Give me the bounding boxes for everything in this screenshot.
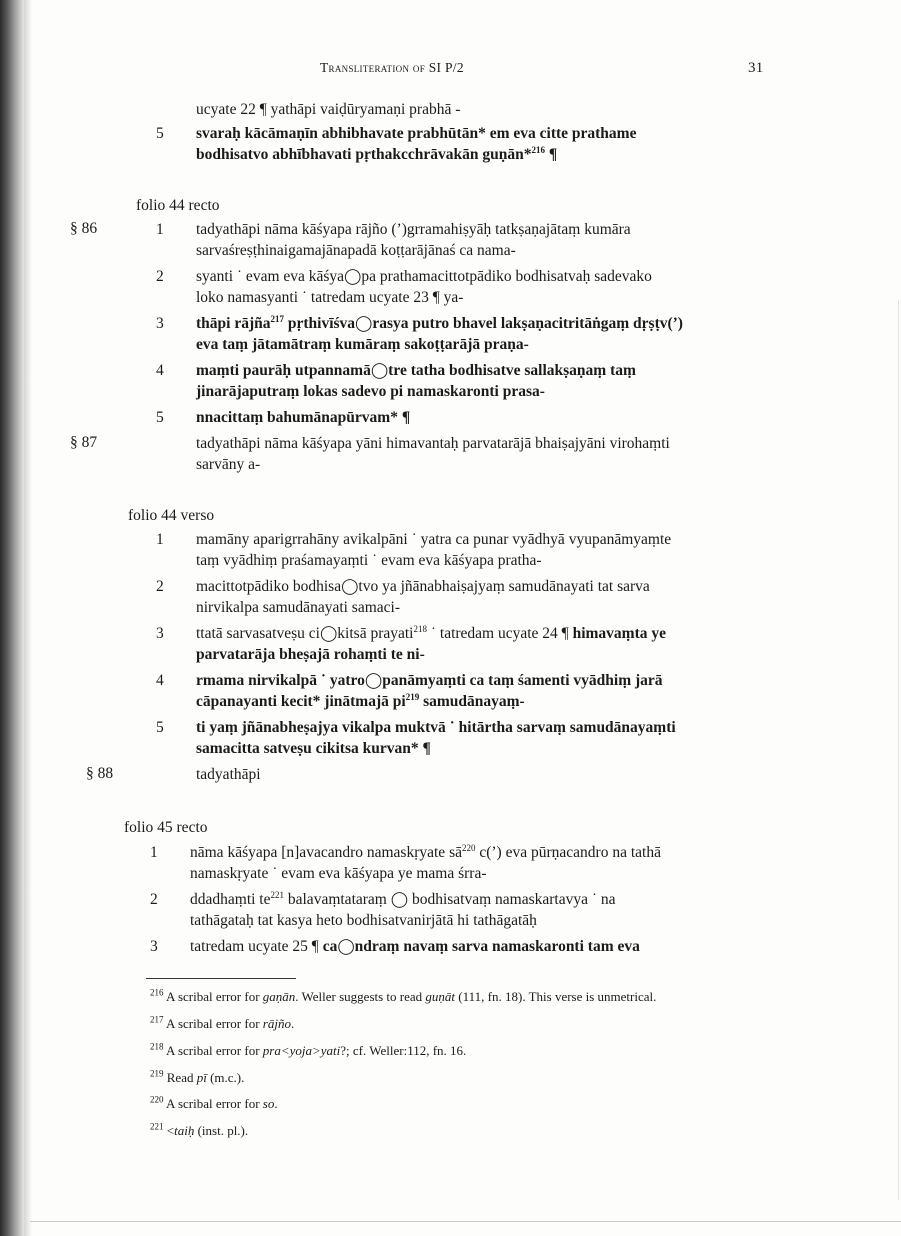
text-line: tadyathāpi nāma kāśyapa rājño (’)grramahiṣyāḥ tatkṣaṇajātaṃ kumāra — [196, 221, 631, 238]
footnote-text: Read — [163, 1070, 197, 1085]
text-line: namaskṛyate ˙ evam eva kāśyapa ye mama śrra- — [190, 865, 487, 882]
text-line — [196, 314, 683, 334]
footnote-emphasis: pra<yoja>yati — [262, 1043, 341, 1058]
line-number: 5 — [156, 719, 164, 736]
footnote — [150, 1122, 248, 1139]
text-line: sarvaśreṣṭhinaigamajānapadā koṭṭarājānaś ca nama- — [196, 242, 516, 259]
footnote-text: < — [163, 1123, 175, 1138]
section-marker: § 86 — [70, 220, 98, 237]
footnote — [150, 1015, 294, 1032]
footnote-ref[interactable]: 217 — [270, 313, 284, 324]
text-span: cāpanayanti kecit* jinātmajā pi — [196, 693, 406, 710]
page-number: 31 — [748, 60, 764, 76]
text-line: ucyate 22 ¶ yathāpi vaiḍūryamaṇi prabhā - — [196, 101, 461, 118]
line-number: 4 — [156, 672, 164, 689]
running-title: Transliteration of SI P/2 — [320, 60, 464, 75]
text-line: parvatarāja bheṣajā rohaṃti te ni- — [196, 646, 425, 663]
footnote-separator — [146, 978, 296, 979]
footnote-ref[interactable]: 220 — [461, 842, 476, 853]
footnote-text: . — [274, 1096, 278, 1111]
line-number: 5 — [156, 409, 164, 426]
footnote-emphasis: rājño — [262, 1016, 291, 1031]
text-line: samacitta satveṣu cikitsa kurvan* ¶ — [196, 740, 431, 757]
line-number: 3 — [150, 938, 158, 955]
text-span: nāma kāśyapa [n]avacandro namaskṛyate sā — [190, 844, 462, 861]
text-line: sarvāny a- — [196, 456, 261, 473]
line-number: 3 — [156, 315, 164, 332]
folio-label: folio 44 verso — [128, 507, 215, 524]
footnote-text: A scribal error for — [163, 1096, 263, 1111]
book-binding-shadow — [0, 0, 24, 1236]
text-line — [196, 624, 666, 644]
section-marker: § 88 — [86, 765, 114, 782]
footnote-number: 216 — [150, 987, 164, 998]
line-number: 1 — [156, 221, 164, 238]
text-line: macittotpādiko bodhisa◯tvo ya jñānabhaiṣajyaṃ samudānayati tat sarva — [196, 578, 650, 595]
line-number: 5 — [156, 125, 164, 142]
text-line — [190, 890, 616, 910]
book-gutter — [24, 0, 32, 1236]
footnote-emphasis: guṇāt — [425, 989, 456, 1004]
text-span: balavaṃtataraṃ ◯ bodhisatvaṃ namaskartavya ˙ na — [284, 891, 616, 908]
folio-label: folio 44 recto — [136, 197, 220, 214]
text-line — [196, 145, 557, 165]
text-span: pṛthivīśva◯rasya putro bhavel lakṣaṇacitritāṅgaṃ dṛṣṭv(’) — [284, 315, 683, 332]
footnote-text: . Weller suggests to read — [295, 989, 426, 1004]
text-line — [190, 937, 640, 957]
text-span: thāpi rājña — [196, 315, 271, 332]
footnote-ref[interactable]: 218 — [413, 623, 427, 634]
text-span: ˙ tatredam ucyate 24 ¶ — [426, 625, 573, 642]
line-number: 4 — [156, 362, 164, 379]
footnote-number: 221 — [150, 1121, 164, 1132]
text-span: ddadhaṃti te — [190, 891, 271, 908]
footnote-text: (111, fn. 18). This verse is unmetrical. — [455, 989, 657, 1004]
text-line: syanti ˙ evam eva kāśya◯pa prathamacittotpādiko bodhisatvaḥ sadevako — [196, 268, 652, 285]
folio-label: folio 45 recto — [124, 819, 208, 836]
text-span: ca◯ndraṃ navaṃ sarva namaskaronti tam eva — [322, 938, 640, 955]
page-edge-line — [898, 300, 899, 1200]
text-span: bodhisatvo abhībhavati pṛthakcchrāvakān guṇān* — [196, 146, 532, 163]
line-number: 1 — [156, 531, 164, 548]
text-line: nirvikalpa samudānayati samaci- — [196, 599, 401, 616]
footnote-number: 217 — [150, 1014, 164, 1025]
footnote-text: . — [290, 1016, 295, 1031]
text-line: tadyathāpi nāma kāśyapa yāni himavantaḥ parvatarājā bhaiṣajyāni virohaṃti — [196, 435, 670, 452]
footnote-number: 218 — [150, 1041, 164, 1052]
footnote-emphasis: pī — [196, 1070, 207, 1085]
footnote-ref[interactable]: 219 — [405, 691, 420, 702]
line-number: 1 — [150, 844, 158, 861]
line-number: 2 — [156, 268, 164, 285]
text-span: himavaṃta ye — [572, 625, 667, 642]
footnote-emphasis: taiḥ — [174, 1123, 195, 1138]
line-number: 2 — [156, 578, 164, 595]
text-line: mamāny aparigrrahāny avikalpāni ˙ yatra ca punar vyādhyā vyupanāmyaṃte — [196, 531, 672, 548]
text-line: eva taṃ jātamātraṃ kumāraṃ sakoṭṭarājā praṇa- — [196, 336, 529, 353]
footnote-text: ?; cf. Weller:112, fn. 16. — [340, 1043, 467, 1058]
text-line: tadyathāpi — [196, 766, 261, 783]
text-span: c(’) eva pūrṇacandro na tathā — [475, 844, 661, 861]
text-line: tathāgataḥ tat kasya heto bodhisatvanirjātā hi tathāgatāḥ — [190, 912, 537, 929]
footnote — [150, 1069, 244, 1086]
text-line: jinarājaputraṃ lokas sadevo pi namaskaronti prasa- — [196, 383, 545, 400]
text-line: taṃ vyādhiṃ praśamayaṃti ˙ evam eva kāśyapa pratha- — [196, 552, 542, 569]
text-line — [196, 692, 525, 712]
footnote-text: (inst. pl.). — [194, 1123, 249, 1138]
footnote-emphasis: so — [262, 1096, 275, 1111]
text-line: nnacittaṃ bahumānapūrvam* ¶ — [196, 409, 411, 426]
footnote-text: A scribal error for — [163, 1016, 263, 1031]
footnote — [150, 1042, 466, 1059]
text-line: ti yaṃ jñānabheṣajya vikalpa muktvā ˙ hitārtha sarvaṃ samudānayaṃti — [196, 719, 676, 736]
footnote-text: A scribal error for — [163, 1043, 263, 1058]
page-bottom-edge — [30, 1221, 901, 1222]
footnote-ref[interactable]: 221 — [270, 889, 284, 900]
text-line — [190, 843, 661, 863]
footnote-text: A scribal error for — [163, 989, 263, 1004]
text-span: samudānayaṃ- — [419, 693, 525, 710]
text-line: svaraḥ kācāmaṇīn abhibhavate prabhūtān* em eva citte prathame — [196, 125, 637, 142]
footnote-text: (m.c.). — [206, 1070, 245, 1085]
line-number: 2 — [150, 891, 158, 908]
footnote-number: 219 — [150, 1068, 164, 1079]
text-span: tatredam ucyate 25 ¶ — [190, 938, 323, 955]
footnote-number: 220 — [150, 1094, 164, 1105]
text-line: maṃti paurāḥ utpannamā◯tre tatha bodhisatve sallakṣaṇaṃ taṃ — [196, 362, 636, 379]
text-span: ttatā sarvasatveṣu ci◯kitsā prayati — [196, 625, 414, 642]
footnote-emphasis: gaṇān — [262, 989, 296, 1004]
pilcrow: ¶ — [545, 146, 558, 163]
line-number: 3 — [156, 625, 164, 642]
section-marker: § 87 — [70, 434, 98, 451]
footnote — [150, 1095, 278, 1112]
footnote-ref[interactable]: 216 — [531, 144, 546, 155]
footnote — [150, 988, 656, 1005]
text-line: rmama nirvikalpā ˙ yatro◯panāmyaṃti ca taṃ śamenti vyādhiṃ jarā — [196, 672, 663, 689]
text-line: loko namasyanti ˙ tatredam ucyate 23 ¶ ya- — [196, 289, 464, 306]
